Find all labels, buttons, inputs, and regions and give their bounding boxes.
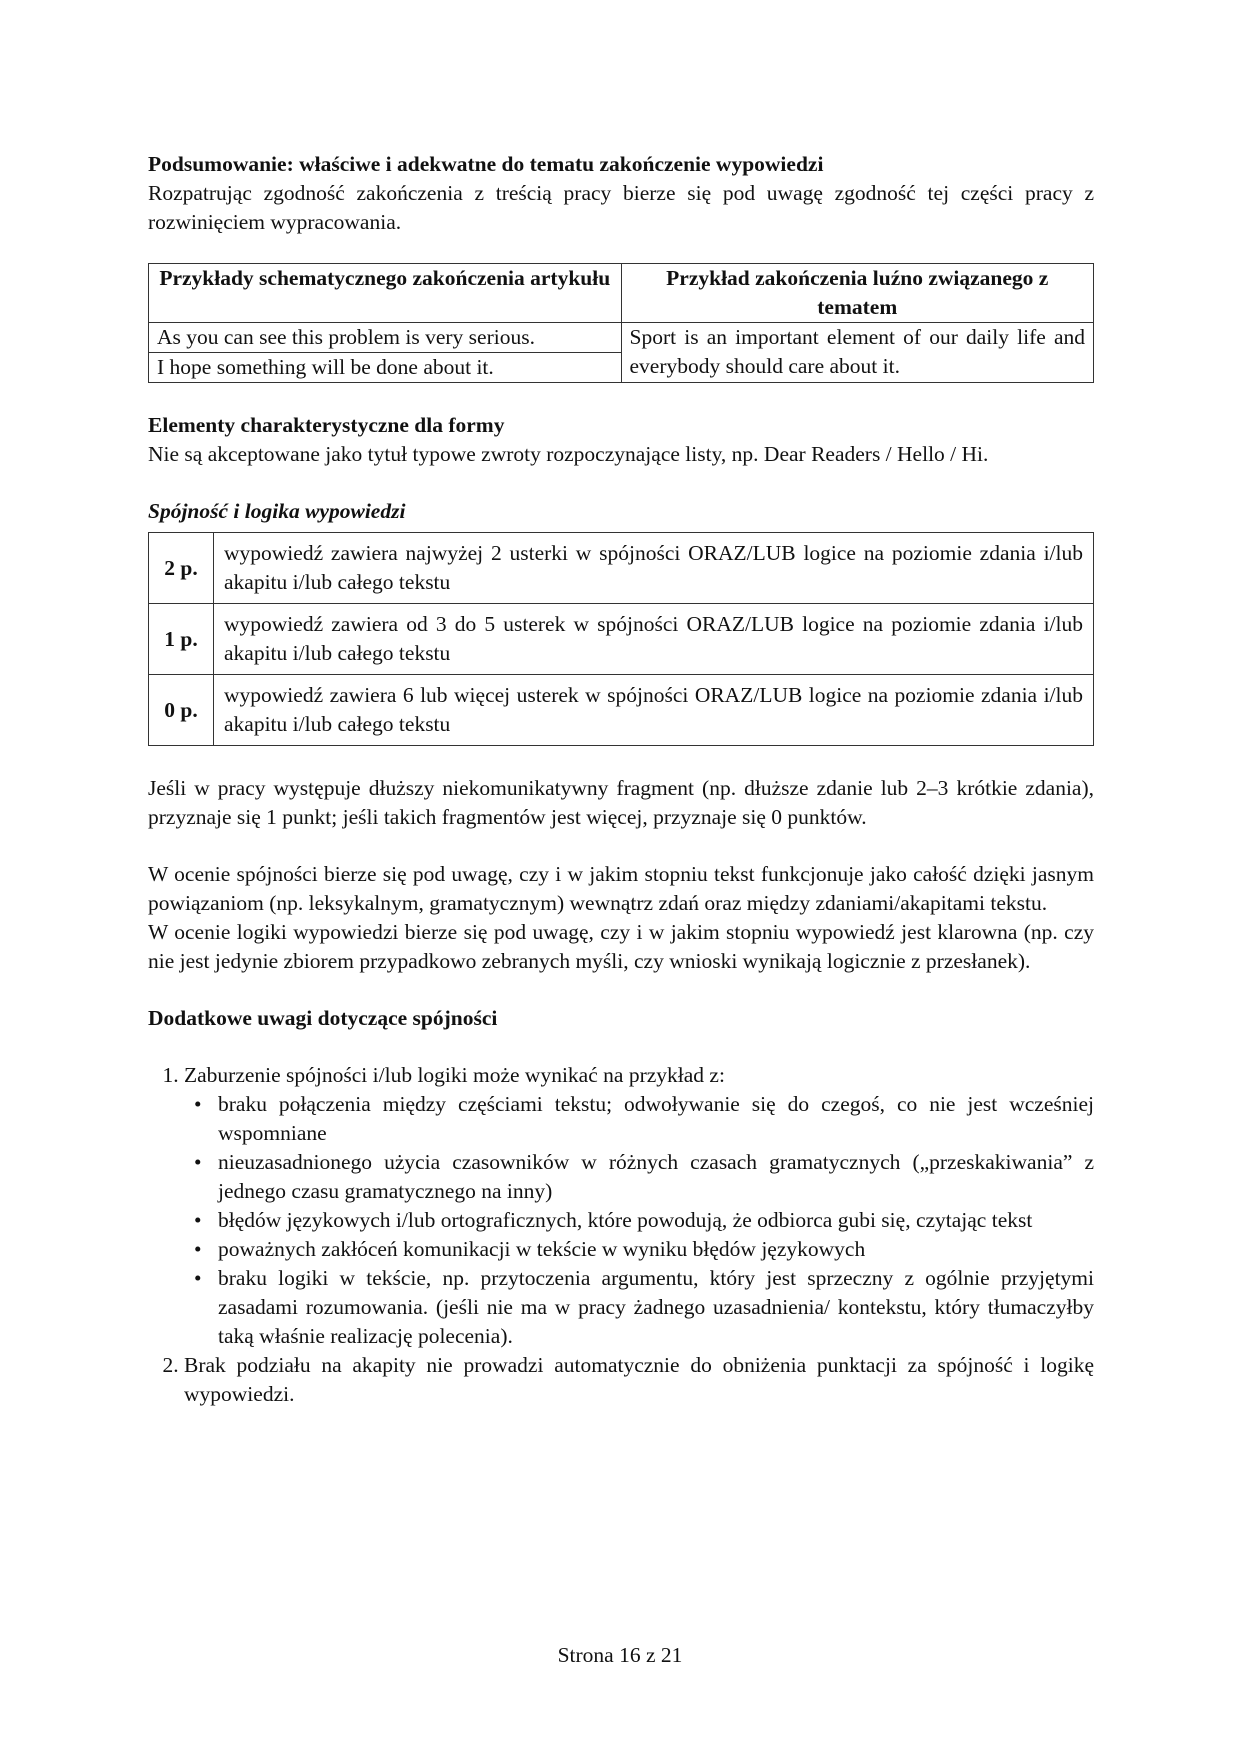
list-item (184, 1061, 1094, 1351)
bullet-icon: • (194, 1208, 202, 1232)
paragraph-logic-rule: W ocenie logiki wypowiedzi bierze się pod uwagę, czy i w jakim stopniu wypowiedź jest klarowna (np. czy nie jest jedynie zbiorem przypadkowo zebranych myśli, czy wnioski wynikają logicznie z przesłanek). (148, 920, 1094, 973)
list-item: 2. Brak podziału na akapity nie prowadzi automatycznie do obniżenia punktacji za spójność i logikę wypowiedzi. (184, 1351, 1094, 1409)
endings-col2-text: Sport is an important element of our daily life and everybody should care about it. (621, 323, 1094, 383)
description-cell: wypowiedź zawiera 6 lub więcej usterek w spójności ORAZ/LUB logice na poziomie zdania i/lub akapitu i/lub całego tekstu (214, 675, 1094, 746)
bullet-list (184, 1090, 1094, 1351)
summary-heading: Podsumowanie: właściwe i adekwatne do tematu zakończenie wypowiedzi (148, 152, 824, 176)
bullet-icon: • (194, 1237, 202, 1261)
points-cell: 1 p. (149, 604, 214, 675)
description-cell: wypowiedź zawiera od 3 do 5 usterek w spójności ORAZ/LUB logice na poziomie zdania i/lub akapitu i/lub całego tekstu (214, 604, 1094, 675)
bullet-icon: • (194, 1092, 202, 1116)
table-row (149, 533, 1094, 604)
notes-heading: Dodatkowe uwagi dotyczące spójności (148, 1006, 498, 1030)
form-text: Nie są akceptowane jako tytuł typowe zwroty rozpoczynające listy, np. Dear Readers / Hello / Hi. (148, 442, 989, 466)
endings-col1-row: As you can see this problem is very serious. (149, 323, 622, 353)
page-footer: Strona 16 z 21 (557, 1643, 683, 1667)
endings-col1-row: I hope something will be done about it. (149, 353, 622, 383)
coherence-heading: Spójność i logika wypowiedzi (148, 499, 406, 523)
paragraph-fragment-rule: Jeśli w pracy występuje dłuższy niekomunikatywny fragment (np. dłuższe zdanie lub 2–3 krótkie zdania), przyznaje się 1 punkt; jeśli takich fragmentów jest więcej, przyznaje się 0 punktów. (148, 776, 1094, 829)
list-item: • braku logiki w tekście, np. przytoczenia argumentu, który jest sprzeczny z ogólnie przyjętymi zasadami rozumowania. (jeśli nie ma w pracy żadnego uzasadnienia/ kontekstu, który tłumaczyłby taką właśnie realizację polecenia). (194, 1266, 1094, 1348)
points-cell: 0 p. (149, 675, 214, 746)
endings-table (148, 263, 1094, 383)
coherence-table (148, 532, 1094, 746)
table-row (149, 675, 1094, 746)
form-heading: Elementy charakterystyczne dla formy (148, 413, 505, 437)
list-item: • poważnych zakłóceń komunikacji w tekście w wyniku błędów językowych (218, 1235, 1094, 1264)
paragraph-coherence-rule: W ocenie spójności bierze się pod uwagę, czy i w jakim stopniu tekst funkcjonuje jako całość dzięki jasnym powiązaniom (np. leksykalnym, gramatycznym) wewnątrz zdań oraz między zdaniami/akapitami tekstu. (148, 862, 1094, 915)
endings-col1-header: Przykłady schematycznego zakończenia artykułu (149, 264, 622, 323)
list-item: • nieuzasadnionego użycia czasowników w różnych czasach gramatycznych („przeskakiwania” z jednego czasu gramatycznego na inny) (194, 1150, 1094, 1203)
list-item: • błędów językowych i/lub ortograficznych, które powodują, że odbiorca gubi się, czytając tekst (218, 1206, 1094, 1235)
document-page (148, 150, 1094, 1409)
description-cell: wypowiedź zawiera najwyżej 2 usterki w spójności ORAZ/LUB logice na poziomie zdania i/lub akapitu i/lub całego tekstu (214, 533, 1094, 604)
table-row (149, 604, 1094, 675)
bullet-icon: • (194, 1266, 202, 1290)
summary-text: Rozpatrując zgodność zakończenia z treścią pracy bierze się pod uwagę zgodność tej części pracy z rozwinięciem wypracowania. (148, 181, 1094, 234)
list-item-text: Zaburzenie spójności i/lub logiki może wynikać na przykład z: (184, 1063, 725, 1087)
points-cell: 2 p. (149, 533, 214, 604)
bullet-icon: • (194, 1150, 202, 1174)
list-item: • braku połączenia między częściami tekstu; odwoływanie się do czegoś, co nie jest wcześniej wspomniane (194, 1092, 1094, 1145)
endings-col2-header: Przykład zakończenia luźno związanego z tematem (621, 264, 1094, 323)
notes-list (148, 1061, 1094, 1409)
